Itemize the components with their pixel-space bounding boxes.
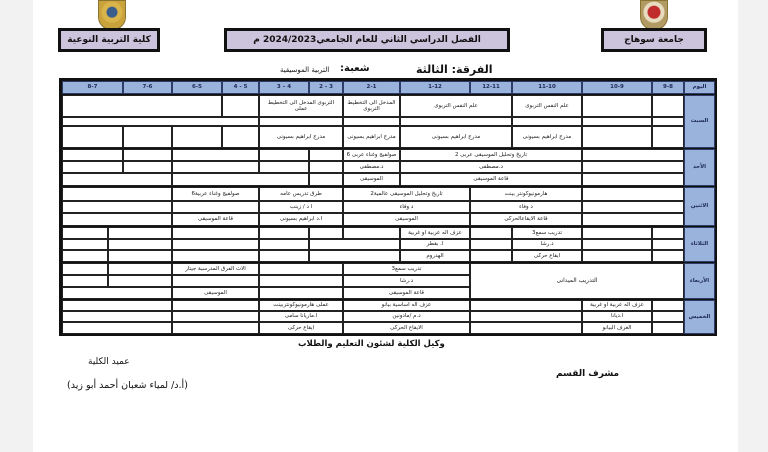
- course-cell-merged: التدريب الميدانى: [470, 263, 684, 299]
- division-label: شعبة:: [340, 63, 370, 74]
- empty-cell: [172, 250, 259, 262]
- empty-cell: [582, 250, 652, 262]
- teacher-cell: د.رشا: [343, 275, 470, 287]
- empty-cell: [470, 300, 582, 311]
- empty-cell: [62, 300, 172, 311]
- empty-cell: [309, 149, 343, 161]
- empty-cell: [108, 250, 172, 262]
- empty-cell: [343, 117, 400, 126]
- empty-cell: [62, 213, 172, 226]
- empty-cell: [172, 149, 259, 161]
- teacher-cell: د.مصطفى: [343, 161, 400, 173]
- course-cell: التربوى المدخل الى التخطيط عملى: [259, 95, 343, 117]
- course-cell: المدخل الى التخطيط التربوى: [343, 95, 400, 117]
- empty-cell: [470, 250, 512, 262]
- room-cell: قاعة الايقاعالحركى: [470, 213, 582, 226]
- division-value: التربية الموسيقية: [280, 66, 330, 74]
- room-cell: الموسيقى: [172, 287, 259, 299]
- room-cell: مدرج ابراهيم بسيونى: [343, 126, 400, 148]
- room-cell: قاعة الموسيقى: [172, 213, 259, 226]
- empty-cell: [652, 250, 684, 262]
- empty-cell: [309, 227, 343, 239]
- room-cell: ا.د ابراهيم بسيونى: [259, 213, 343, 226]
- period-header: 3 - 2: [309, 81, 343, 94]
- room-cell: الموسيقى: [343, 173, 400, 186]
- period-header: 8-7: [62, 81, 123, 94]
- empty-cell: [172, 173, 309, 186]
- empty-cell: [343, 227, 400, 239]
- day-column-header: اليوم: [684, 81, 715, 94]
- empty-cell: [652, 95, 684, 117]
- empty-cell: [123, 161, 172, 173]
- day-monday: الاثنين: [684, 187, 715, 226]
- empty-cell: [62, 149, 123, 161]
- course-cell: عزف اله عربية او غربية: [400, 227, 470, 239]
- empty-cell: [652, 227, 684, 239]
- empty-cell: [652, 322, 684, 334]
- empty-cell: [582, 161, 684, 173]
- period-header: 5 - 4: [222, 81, 259, 94]
- empty-cell: [309, 250, 400, 262]
- empty-cell: [582, 117, 652, 126]
- teacher-cell: د وفاء: [470, 201, 582, 213]
- semester-title-box: الفصل الدراسي الثاني للعام الجامعي2024/2023 م: [224, 28, 510, 52]
- empty-cell: [582, 201, 684, 213]
- course-cell: تاريخ وتحليل الموسيقى عربى 2: [400, 149, 582, 161]
- period-header: 12-11: [470, 81, 512, 94]
- course-cell: الات الفرق المدرسية جيتار: [172, 263, 259, 275]
- teacher-cell: د.رشا: [512, 239, 582, 250]
- period-header: 7-6: [123, 81, 172, 94]
- empty-cell: [470, 227, 512, 239]
- empty-cell: [652, 311, 684, 322]
- empty-cell: [62, 322, 172, 334]
- empty-cell: [222, 126, 259, 148]
- empty-cell: [309, 161, 343, 173]
- empty-cell: [62, 201, 172, 213]
- empty-cell: [259, 149, 309, 161]
- empty-cell: [172, 126, 222, 148]
- empty-cell: [512, 117, 582, 126]
- course-cell: تدريب سمع3: [343, 263, 470, 275]
- empty-cell: [172, 300, 259, 311]
- empty-cell: [62, 173, 172, 186]
- empty-cell: [172, 201, 259, 213]
- college-name-box: كلية التربية النوعية: [58, 28, 160, 52]
- period-header: 9-8: [652, 81, 684, 94]
- empty-cell: [108, 227, 172, 239]
- teacher-cell: ا.ماريانا سامى: [259, 311, 343, 322]
- empty-cell: [470, 311, 582, 322]
- empty-cell: [62, 311, 172, 322]
- empty-cell: [259, 263, 343, 275]
- period-header: 10-9: [582, 81, 652, 94]
- empty-cell: [652, 300, 684, 311]
- empty-cell: [652, 126, 684, 148]
- empty-cell: [62, 263, 108, 275]
- empty-cell: [62, 117, 259, 126]
- day-sunday: الأحد: [684, 149, 715, 186]
- empty-cell: [309, 173, 343, 186]
- empty-cell: [172, 161, 259, 173]
- period-header: 4 – 3: [259, 81, 309, 94]
- course-cell: علم النفس التربوى: [512, 95, 582, 117]
- empty-cell: [123, 149, 172, 161]
- room-cell: الغرف البيانو: [582, 322, 652, 334]
- course-cell: طرق تدريس عامه: [259, 187, 343, 201]
- teacher-cell: ا.ديانا: [582, 311, 652, 322]
- empty-cell: [108, 275, 172, 287]
- room-cell: ايقاع حركى: [259, 322, 343, 334]
- empty-cell: [172, 322, 259, 334]
- empty-cell: [108, 239, 172, 250]
- empty-cell: [582, 239, 652, 250]
- empty-cell: [172, 227, 259, 239]
- empty-cell: [62, 250, 108, 262]
- empty-cell: [259, 227, 309, 239]
- department-supervisor-title: مشرف القسم: [556, 369, 620, 379]
- empty-cell: [309, 239, 400, 250]
- empty-cell: [582, 95, 652, 117]
- period-header: 1-12: [400, 81, 470, 94]
- course-cell: صولفيج وغناء عربية6: [172, 187, 259, 201]
- room-cell: مدرج ابراهيم بسيونى: [400, 126, 512, 148]
- course-cell: هارمونيوكونتر بينت: [470, 187, 582, 201]
- grade-label: الفرقة: الثالثة: [416, 63, 493, 76]
- room-cell: قاعة الموسيقى: [343, 287, 470, 299]
- room-cell: مدرج ابراهيم بسيونى: [512, 126, 582, 148]
- course-cell: علم النفس التربوى: [400, 95, 512, 117]
- empty-cell: [470, 322, 582, 334]
- empty-cell: [62, 239, 108, 250]
- room-cell: قاعة الموسيقى: [400, 173, 582, 186]
- course-cell: تدريب سمع3: [512, 227, 582, 239]
- day-wednesday: الأربعاء: [684, 263, 715, 299]
- empty-cell: [470, 239, 512, 250]
- empty-cell: [582, 149, 684, 161]
- empty-cell: [172, 275, 259, 287]
- empty-cell: [259, 287, 343, 299]
- course-cell: عزف اله عربية او غربية: [582, 300, 652, 311]
- university-logo-icon: [640, 0, 668, 30]
- empty-cell: [62, 95, 222, 117]
- empty-cell: [259, 117, 343, 126]
- course-cell: عزف اله اساسية بيانو: [343, 300, 470, 311]
- dean-name: (أ.د/ لمياء شعبان أحمد أبو زيد): [67, 380, 188, 391]
- empty-cell: [400, 117, 512, 126]
- empty-cell: [259, 275, 343, 287]
- empty-cell: [652, 117, 684, 126]
- room-cell: الايقاع الحركى: [343, 322, 470, 334]
- vice-dean-title: وكيل الكلية لشئون التعليم والطلاب: [298, 339, 445, 349]
- empty-cell: [108, 263, 172, 275]
- day-thursday: الخميس: [684, 300, 715, 334]
- empty-cell: [652, 239, 684, 250]
- course-cell: تاريخ وتحليل الموسيقى عالمية2: [343, 187, 470, 201]
- teacher-cell: ا د / زينب: [259, 201, 343, 213]
- college-logo-icon: [98, 0, 126, 30]
- empty-cell: [62, 227, 108, 239]
- empty-cell: [172, 239, 259, 250]
- empty-cell: [582, 213, 684, 226]
- empty-cell: [62, 126, 123, 148]
- empty-cell: [222, 95, 259, 117]
- day-saturday: السبت: [684, 95, 715, 148]
- day-tuesday: الثلاثاء: [684, 227, 715, 262]
- empty-cell: [123, 126, 172, 148]
- teacher-cell: د.م /مادونين: [343, 311, 470, 322]
- room-cell: مدرج ابراهيم بسيونى: [259, 126, 343, 148]
- empty-cell: [582, 126, 652, 148]
- teacher-cell: ا. بقطر: [400, 239, 470, 250]
- dean-title: عميد الكلية: [88, 357, 130, 367]
- course-cell: صولفيج وغناء عربى 6: [343, 149, 400, 161]
- empty-cell: [62, 187, 172, 201]
- empty-cell: [582, 187, 684, 201]
- empty-cell: [259, 161, 309, 173]
- teacher-cell: د.مصطفى: [400, 161, 582, 173]
- empty-cell: [259, 239, 309, 250]
- period-header: 6-5: [172, 81, 222, 94]
- empty-cell: [172, 311, 259, 322]
- empty-cell: [62, 161, 123, 173]
- course-cell: عملى هارمونيوكونتربينت: [259, 300, 343, 311]
- period-header: 11-10: [512, 81, 582, 94]
- empty-cell: [582, 227, 652, 239]
- empty-cell: [582, 173, 684, 186]
- empty-cell: [259, 250, 309, 262]
- empty-cell: [62, 275, 108, 287]
- empty-cell: [62, 287, 172, 299]
- period-header: 2-1: [343, 81, 400, 94]
- university-name-box: جامعة سوهاج: [601, 28, 707, 52]
- room-cell: الموسيقى: [343, 213, 470, 226]
- room-cell: ايقاع حركى: [512, 250, 582, 262]
- teacher-cell: د وفاء: [343, 201, 470, 213]
- room-cell: الهدروم: [400, 250, 470, 262]
